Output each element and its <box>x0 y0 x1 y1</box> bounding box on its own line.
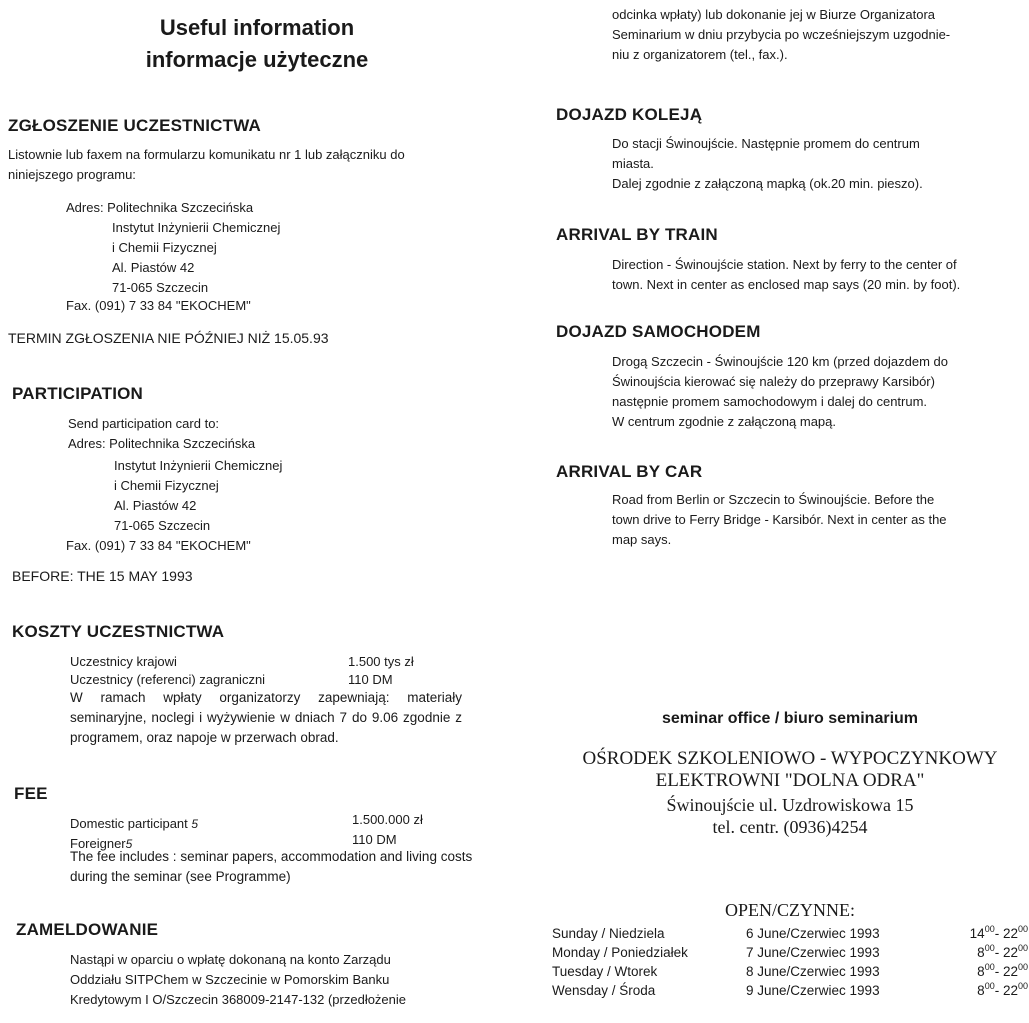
open-date: 7 June/Czerwiec 1993 <box>746 945 880 960</box>
koszty-domestic-label: Uczestnicy krajowi <box>70 654 177 669</box>
title-polish: informacje użyteczne <box>145 47 369 72</box>
arrival-train-line: Direction - Świnoujście station. Next by ferry to the center of <box>612 257 957 272</box>
arrival-car-line: map says. <box>612 532 672 547</box>
fee-foreign-value: 110 DM <box>352 832 397 847</box>
fee-domestic-value: 1.500.000 zł <box>352 812 423 827</box>
dojazd-samochodem-line: następnie promem samochodowym i dalej do centrum. <box>612 394 928 409</box>
open-day: Monday / Poniedziałek <box>552 945 688 960</box>
fee-domestic-label: Domestic participant <box>70 816 188 831</box>
open-to-hour: 22 <box>1002 926 1018 941</box>
title-english: Useful information <box>159 15 355 40</box>
zgloszenie-address-line: 71-065 Szczecin <box>112 280 209 295</box>
participation-address-line: Adres: Politechnika Szczecińska <box>68 436 256 451</box>
dojazd-samochodem-line: Świnoujścia kierować się należy do przeprawy Karsibór) <box>612 374 935 389</box>
zgloszenie-intro-line-1: Listownie lub faxem na formularzu komunikatu nr 1 lub załączniku do <box>8 147 405 162</box>
open-to-minutes: 00 <box>1017 962 1028 972</box>
open-date: 8 June/Czerwiec 1993 <box>746 964 880 979</box>
participation-address-line: i Chemii Fizycznej <box>114 478 219 493</box>
open-day: Sunday / Niedziela <box>552 926 665 941</box>
zgloszenie-address-line: i Chemii Fizycznej <box>112 240 217 255</box>
open-hours-row <box>552 964 1028 983</box>
participation-address-line: 71-065 Szczecin <box>114 518 211 533</box>
open-from-minutes: 00 <box>984 943 995 953</box>
koszty-heading: KOSZTY UCZESTNICTWA <box>12 622 225 641</box>
open-date: 9 June/Czerwiec 1993 <box>746 983 880 998</box>
continuation-line: Seminarium w dniu przybycia po wcześniejszym uzgodnie- <box>612 27 951 42</box>
participation-address-line: Instytut Inżynierii Chemicznej <box>114 458 283 473</box>
open-hours-row <box>552 983 1028 1002</box>
open-to-minutes: 00 <box>1017 943 1028 953</box>
zgloszenie-address-line: Adres: Politechnika Szczecińska <box>66 200 254 215</box>
zgloszenie-intro-line-2: niniejszego programu: <box>8 167 136 182</box>
office-name-line: ELEKTROWNI "DOLNA ODRA" <box>655 770 925 791</box>
fee-domestic-row <box>70 814 198 834</box>
dojazd-koleja-heading: DOJAZD KOLEJĄ <box>556 105 703 124</box>
zgloszenie-address-line: Instytut Inżynierii Chemicznej <box>112 220 281 235</box>
participation-intro: Send participation card to: <box>68 416 220 431</box>
office-address: Świnoujście ul. Uzdrowiskowa 15 <box>666 795 914 815</box>
continuation-line: niu z organizatorem (tel., fax.). <box>612 47 788 62</box>
zgloszenie-deadline: TERMIN ZGŁOSZENIA NIE PÓŹNIEJ NIŻ 15.05.93 <box>8 330 329 346</box>
arrival-car-line: Road from Berlin or Szczecin to Świnoujście. Before the <box>612 492 935 507</box>
open-to-hour: 22 <box>1002 945 1018 960</box>
open-to-minutes: 00 <box>1017 924 1028 934</box>
dojazd-koleja-line: Do stacji Świnoujście. Następnie promem do centrum <box>612 136 920 151</box>
participation-heading: PARTICIPATION <box>12 384 144 403</box>
dojazd-koleja-line: miasta. <box>612 156 654 171</box>
participation-deadline: BEFORE: THE 15 MAY 1993 <box>12 568 193 584</box>
dojazd-samochodem-line: W centrum zgodnie z załączoną mapą. <box>612 414 836 429</box>
office-phone: tel. centr. (0936)4254 <box>712 817 868 837</box>
zameldowanie-line: Nastąpi w oparciu o wpłatę dokonaną na konto Zarządu <box>70 952 391 967</box>
office-name-line: OŚRODEK SZKOLENIOWO - WYPOCZYNKOWY <box>582 748 998 769</box>
open-from-hour: 14 <box>969 926 985 941</box>
fee-foreign-label: Foreigner <box>70 836 126 851</box>
open-day: Tuesday / Wtorek <box>552 964 658 979</box>
zameldowanie-line: Oddziału SITPChem w Szczecinie w Pomorskim Banku <box>70 972 390 987</box>
koszty-foreign-label: Uczestnicy (referenci) zagraniczni <box>70 672 266 687</box>
fee-heading: FEE <box>14 784 48 803</box>
open-to-hour: 22 <box>1002 983 1018 998</box>
open-from-hour: 8 <box>977 945 985 960</box>
zgloszenie-heading: ZGŁOSZENIE UCZESTNICTWA <box>8 116 261 135</box>
arrival-train-heading: ARRIVAL BY TRAIN <box>556 225 718 244</box>
footnote-mark: 5 <box>125 837 133 851</box>
page-title <box>92 12 422 76</box>
arrival-car-line: town drive to Ferry Bridge - Karsibór. Next in center as the <box>612 512 947 527</box>
arrival-train-line: town. Next in center as enclosed map says (20 min. by foot). <box>612 277 961 292</box>
dojazd-samochodem-line: Drogą Szczecin - Świnoujście 120 km (przed dojazdem do <box>612 354 948 369</box>
open-from-hour: 8 <box>977 964 985 979</box>
zgloszenie-fax: Fax. (091) 7 33 84 "EKOCHEM" <box>66 298 251 313</box>
zgloszenie-address-line: Al. Piastów 42 <box>112 260 195 275</box>
dojazd-samochodem-heading: DOJAZD SAMOCHODEM <box>556 322 761 341</box>
koszty-foreign-value: 110 DM <box>348 672 393 687</box>
open-time: $14^{00}-$ $22^{00}$ <box>969 924 1028 941</box>
open-from-minutes: 00 <box>984 924 995 934</box>
open-hours-row <box>552 945 1028 964</box>
open-time: $8^{00}-$ $22^{00}$ <box>977 943 1028 960</box>
open-from-hour: 8 <box>977 983 985 998</box>
open-from-minutes: 00 <box>984 962 995 972</box>
participation-fax: Fax. (091) 7 33 84 "EKOCHEM" <box>66 538 251 553</box>
fee-description: The fee includes : seminar papers, accommodation and living costs during the seminar (see Programme) <box>70 849 473 884</box>
open-time: $8^{00}-$ $22^{00}$ <box>977 962 1028 979</box>
zameldowanie-line: Kredytowym I O/Szczecin 368009-2147-132 (przedłożenie <box>70 992 407 1007</box>
continuation-line: odcinka wpłaty) lub dokonanie jej w Biurze Organizatora <box>612 7 936 22</box>
open-heading: OPEN/CZYNNE: <box>725 900 855 920</box>
open-time: $8^{00}-$ $22^{00}$ <box>977 981 1028 998</box>
footnote-mark: 5 <box>191 817 199 831</box>
open-day: Wensday / Środa <box>552 983 656 998</box>
koszty-description: W ramach wpłaty organizatorzy zapewniają: materiały seminaryjne, noclegi i wyżywienie w dniach 7 do 9.06 zgodnie z programem, oraz napoje w przerwach obrad. <box>70 690 462 745</box>
open-to-minutes: 00 <box>1017 981 1028 991</box>
participation-address-line: Al. Piastów 42 <box>114 498 197 513</box>
dojazd-koleja-line: Dalej zgodnie z załączoną mapką (ok.20 min. pieszo). <box>612 176 923 191</box>
open-from-minutes: 00 <box>984 981 995 991</box>
koszty-domestic-value: 1.500 tys zł <box>348 654 414 669</box>
zameldowanie-heading: ZAMELDOWANIE <box>16 920 159 939</box>
open-hours-table <box>552 926 1028 1002</box>
open-date: 6 June/Czerwiec 1993 <box>746 926 880 941</box>
open-to-hour: 22 <box>1002 964 1018 979</box>
office-heading: seminar office / biuro seminarium <box>661 710 919 727</box>
arrival-car-heading: ARRIVAL BY CAR <box>556 462 703 481</box>
open-hours-row <box>552 926 1028 945</box>
